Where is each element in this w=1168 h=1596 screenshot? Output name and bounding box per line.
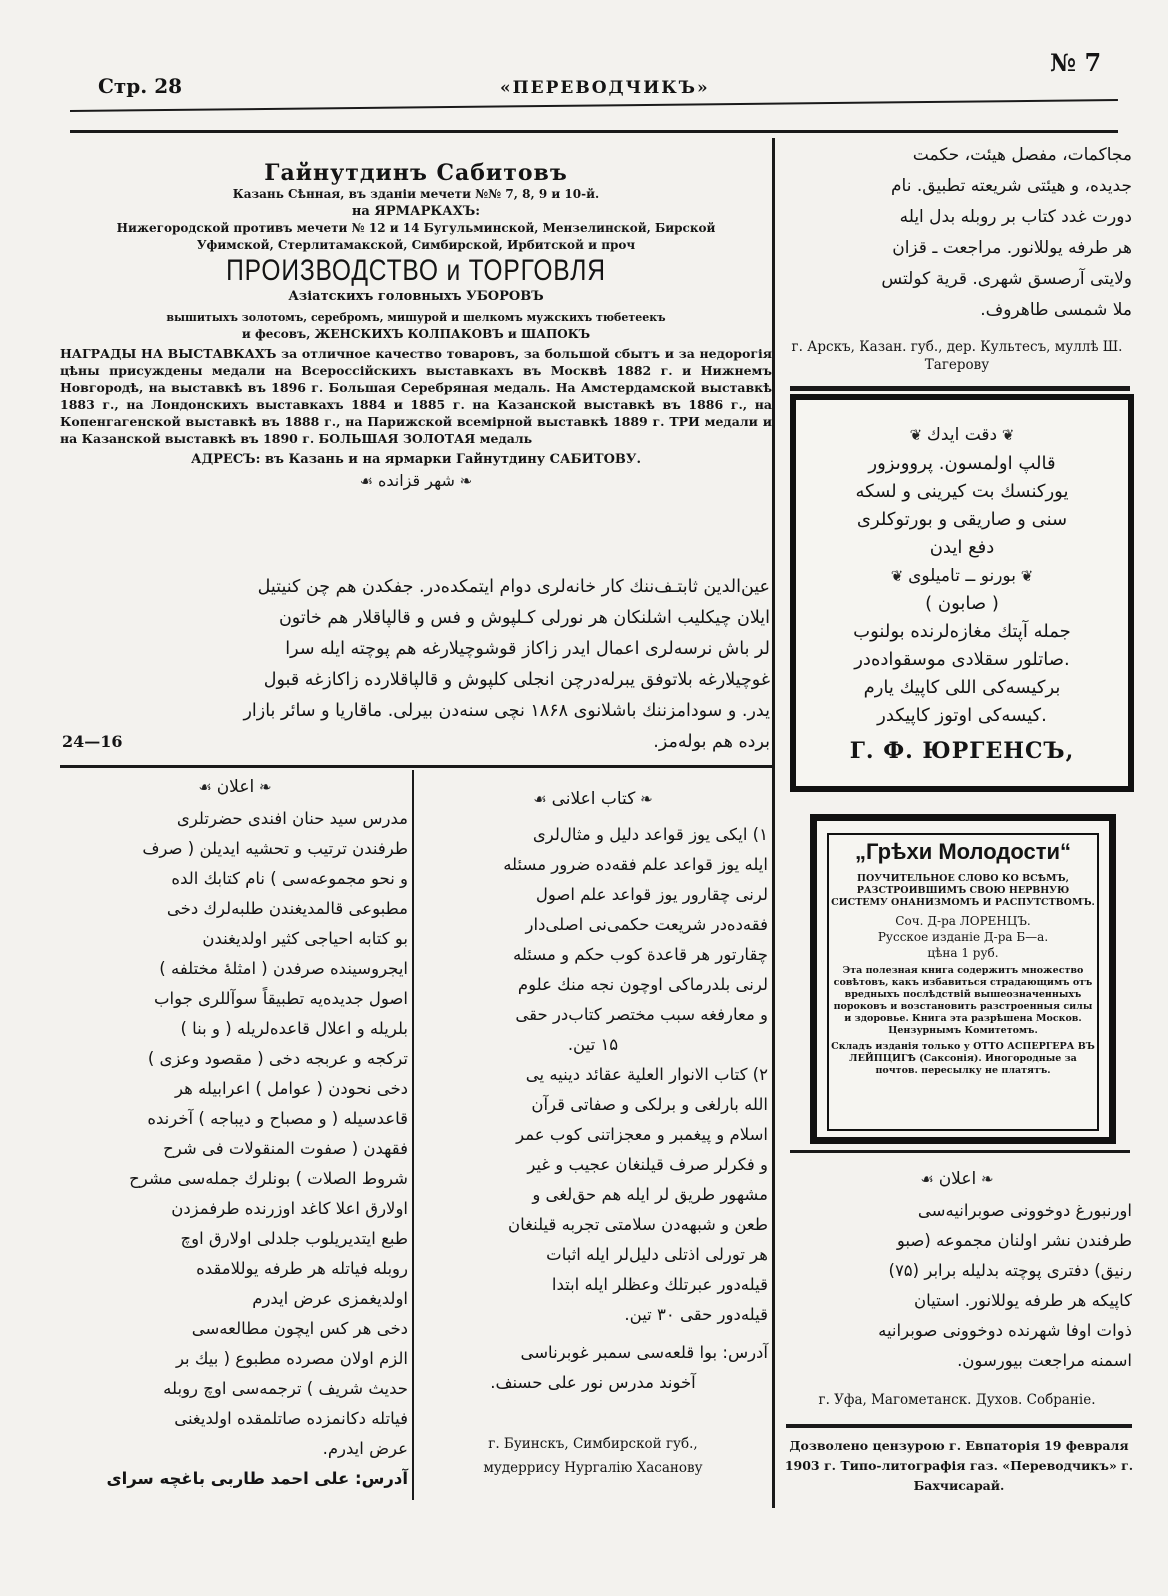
text-line: صاتلور سقلادى موسقواده‌در. [854,649,1070,670]
ornament-icon: ❦ [1015,567,1034,585]
text-line: مدرس سيد حنان افندى حضرتلرى [176,809,408,828]
text-line: ايلان چيكليب اشلنكان هر نورلى كـلپوش و فس و قالپاقلار هم خاتون [278,608,770,628]
ornament-icon: ❦ [909,426,927,444]
text-line: فقه‌ده‌در شريعت حكمى‌نى اصلى‌دار [525,915,768,934]
newspaper-title: «ПЕРЕВОДЧИКЪ» [500,78,710,98]
elan-left-address: آدرس: على احمد طاربى باغچه سراى [106,1469,408,1488]
ad-line: Казань Сѣнная, въ зданіи мечети №№ 7, 8, 9 и 10-й. [232,187,600,201]
text-line: قاعدسيله ( و مصباح و ديباجه ) آخرنده [147,1109,408,1128]
text-line: مشهور طريق لر ايله هم حق‌لغى و [532,1185,768,1204]
text-line: و نحو مجموعه‌سى ) نام كتابك الده [171,869,408,888]
product-subtitle: ( صابون ) [925,593,999,614]
text-line: كاپيكه هر طرفه يوللانور. استيان [914,1291,1132,1310]
ad-line: Азіатскихъ головныхъ УБОРОВЪ [288,289,544,304]
ufa-title [782,1166,1132,1192]
text-line: روبله فياتله هر طرفه يوللامقده [196,1259,408,1278]
text-line: ايله يوز قواعد علم فقه‌ده ضرور مسئله [503,855,768,874]
ufa-body [782,1196,1132,1376]
ornament-icon: ☙ [920,1170,939,1188]
ornament-icon: ❦ [890,567,909,585]
text-line: چقارتور هر قاعدة كوب حكم و مسئله [513,945,768,964]
text-line: فياتله دكانمزده صاتلمقده اولديغنى [174,1409,408,1428]
ornament-icon: ❧ [635,790,653,808]
text-line: ايجرو‌سينده صرفدن ( امثلهٔ مختلفه ) [159,959,408,978]
page-number: Стр. 28 [98,74,183,98]
text-line: دورت غدد كتاب بر روبله بدل ايله [899,207,1132,227]
section-heading [60,468,772,494]
text-line: مجاكمات، مفصل هيئت، حكمت [912,145,1132,165]
text-line: اولارق اعلا كاغد اوزرنده طرفمزدن [171,1199,408,1218]
ad-code: 24—16 [62,732,123,751]
issue-number: № 7 [1050,48,1102,77]
ad-line: Нижегородской противъ мечети № 12 и 14 Бугульминской, Мензелинской, Бирской [116,221,716,235]
kitab-title [416,786,770,812]
text-line: اولديغمزى عرض ايدرم [252,1289,408,1308]
text-line: بركيسه‌كى اللى كاپيك يارم [863,677,1061,698]
ad-line: и фесовъ, ЖЕНСКИХЪ КОЛПАКОВЪ и ШАПОКЪ [241,327,591,341]
jurgens-ad-box [790,394,1134,792]
text-line: ۲) كتاب الانوار العلية عقائد دينيه يى [525,1065,768,1084]
ad-heading: ПРОИЗВОДСТВО и ТОРГОВЛЯ [226,254,606,287]
text-line: г. Буинскъ, Симбирской губ., [488,1436,698,1452]
text-line: الزم اولان مصرده مطبوع ( بيك بر [175,1349,408,1368]
header-rule [70,130,1118,133]
book-title: „Грѣхи Молодости“ [854,839,1072,864]
text-line: لرنى بلدرماكى اوچون نجه منك علوم [517,975,768,994]
text-line: قيله‌دور عبرتلك وعظلر ايله ابتدا [551,1275,768,1294]
text-line: غوچيلارغه بلاتوفق يبرله‌درچن انجلى كلپوش و قالپاقلارده زاكازغه قبول [263,670,770,690]
text-line: سنى و صاريقى و بورتوكلرى [856,509,1068,530]
text-line: هر طرفه يوللانور. مراجعت ـ قزان [892,238,1132,258]
ad-line: Уфимской, Стерлитамакской, Симбирской, Ирбитской и проч [196,238,636,252]
ornament-icon: ☙ [533,790,552,808]
text-line: ذوات اوفا شهرنده دوخوونى صوبرانيه [878,1321,1132,1340]
text-line: мудеррису Нургалію Хасанову [483,1460,703,1476]
jurgens-title-text: دقت ايدك [926,425,998,445]
ufa-address: г. Уфа, Магометанск. Духов. Собраніе. [818,1392,1096,1408]
text-line: لر باش نرسه‌لرى اعمال ايدر زاكاز قوشوچيلارغه هم پوچته ايله سرا [285,639,770,659]
kitab-address: آدرس: بوا قلعه‌سى سمبر غوبرناسى [520,1343,768,1362]
book-subtitle: ПОУЧИТЕЛЬНОЕ СЛОВО КО ВСѢМЪ, РАЗСТРОИВШИМЪ СВОЮ НЕРВНУЮ СИСТЕМУ ОНАНИЗМОМЪ И РАСПУТСТВОМЪ. [831,873,1095,908]
product-name-text: بورنو ــ تاميلوى [908,566,1016,586]
text-line: يوركنسك بت كيرينى و لسكه [855,481,1069,502]
text-line: و معارفغه سبب مختصر كتاب‌در حقى [515,1005,768,1024]
merchant-name: Гайнутдинъ Сабитовъ [264,160,568,186]
text-line: بو كتابه احياجى كثير اولديغندن [202,929,408,948]
section-heading-text: شهر قزانده [378,471,455,490]
grehi-content [831,837,1095,1077]
section-rule [790,1150,1130,1153]
book-description: Эта полезная книга содержитъ множество совѣтовъ, какъ избавиться страдающимъ отъ вредныхъ послѣдствій вышеозначенныхъ пороковъ и возстановить разстроенныя силы и здоровье. Книга эта разрѣшена Москов. Цензурнымъ Комитетомъ. [833,965,1093,1036]
kitab-body [418,820,768,1398]
text-line: يدر. و سودامزننك باشلانوى ۱۸۶۸ نچى سنه‌دن بيرلى. ماقاريا و سائر بازار [243,701,770,721]
text-line: مطبوعى قالمديغندن طلبه‌لرك دخى [166,899,408,918]
elan-left-title [60,774,410,800]
text-line: كيسه‌كى اوتوز كاپيكدر. [877,705,1047,726]
ufa-title-text: اعلان [938,1169,977,1189]
book-price: цѣна 1 руб. [927,946,999,960]
kitab-address: آخوند مدرس نور على حسنف. [490,1373,696,1392]
book-store: Складъ изданія только у ОТТО АСПЕРГЕРА ВЪ ЛЕЙПЦИГѢ (Саксонія). Иногородные за почтов. пересылку не платятъ. [831,1041,1095,1076]
text-line: اسمنه مراجعت بيورسون. [957,1351,1132,1370]
text-line: ولايتى آرصسق شهرى. قرية كولتس [881,269,1132,289]
ornament-icon: ❧ [976,1170,994,1188]
jurgens-title [796,422,1128,448]
ornament-icon: ☙ [198,778,217,796]
text-line: دفع ايدن [929,537,995,558]
grehi-ad-box [810,814,1116,1144]
book-author: Соч. Д-ра ЛОРЕНЦЪ. [895,914,1031,928]
kitab-title-text: كتاب اعلانى [551,789,636,809]
ad-line: вышитыхъ золотомъ, серебромъ, мишурой и шелкомъ мужскихъ тюбетеекъ [166,311,666,324]
ornament-icon: ❧ [454,472,473,490]
text-line: حديث شريف ) ترجمه‌سى اوچ روبله [163,1379,408,1398]
text-line: طبع ايتديريلوب جلدلى اولارق اوچ [180,1229,408,1248]
jurgens-signature: Г. Ф. ЮРГЕНСЪ, [849,738,1075,764]
product-name [806,562,1118,590]
text-line: و فكرلر صرف قيلنغان عجيب و غير [527,1155,768,1174]
text-line: لرنى چقارور يوز قواعد علم اصول [535,885,768,904]
column-divider-middle [412,770,414,1500]
text-line: عرض ايدرم. [322,1439,408,1458]
text-line: ۱) ايكى يوز قواعد دليل و مثال‌لرى [532,825,768,844]
arsk-address: г. Арскъ, Казан. губ., дер. Культесъ, муллѣ Ш. Тагерову [791,339,1123,373]
elan-left-title-text: اعلان [216,777,255,797]
section-rule [790,386,1130,391]
text-line: دخى نحودن ( عوامل ) اعرابيله هر [175,1079,408,1098]
text-line: عين‌الدين ثابتـف‌ننك كار خانه‌لرى دوام ايتمكده‌در. جفكدن هم چن كنيتيل [257,577,770,597]
book-edition: Русское изданіе Д-ра Б—а. [877,930,1049,944]
text-line: رنيق) دفترى پوچته بدليله برابر (۷۵) [888,1261,1132,1280]
section-rule [60,765,772,768]
text-line: اصول جديده‌يه تطبيقاً سوآللرى جواب [153,989,408,1008]
text-line: فقهدن ( صفوت المنقولات فى شرح [163,1139,408,1158]
header-rule-top [70,99,1118,112]
text-line: هر تورلى اذتلى دليل‌لر ايله اثبات [546,1245,768,1264]
text-line: الله بارلغى و برلكى و صفاتى قرآن [531,1095,768,1114]
arsk-ad [782,140,1132,326]
text-line: ملا شمسى طاهروف. [980,300,1132,320]
ad-address: АДРЕСЪ: въ Казань и на ярмарки Гайнутдину САБИТОВУ. [191,452,641,467]
column-divider-right [772,138,775,1508]
text-line: تركجه و عربجه دخى ( مقصود وعزى ) [147,1049,408,1068]
text-line: برده هم بوله‌مز. [653,732,770,752]
ornament-icon: ❧ [254,778,272,796]
ornament-icon: ❦ [997,426,1015,444]
text-line: اورنبورغ دوخوونى صوبرانيه‌سى [917,1201,1132,1220]
text-line: اسلام و پيغمبر و معجزاتنى كوب عمر [516,1125,768,1144]
sabitov-ad [60,160,772,494]
text-line: جمله آپتك مغازه‌لرنده بولنوب [853,621,1071,642]
text-line: شروط الصلات ) بونلرك جمله‌سى مشرح [129,1169,408,1188]
text-line: قيله‌دور حقى ۳۰ تين. [624,1305,768,1324]
kitab-russian-address [418,1432,768,1480]
text-line: بلريله و اعلال قاعده‌لريله ( و بنا ) [180,1019,408,1038]
section-rule [786,1424,1132,1428]
ad-line: на ЯРМАРКАХЪ: [351,204,481,219]
sabitov-arabic-body [62,572,770,758]
jurgens-body [806,450,1118,730]
text-line: جديده، و هيئتى شريعته تطبيق. نام [891,176,1132,196]
elan-left-body [58,804,408,1494]
text-line: قالپ اولمسون. پرووىزور [868,453,1056,474]
text-line: دخى هر كس ايچون مطالعه‌سى [191,1319,408,1338]
ornament-icon: ☙ [359,472,378,490]
text-line: طعن و شبهه‌دن سلامتى تجربه قيلنغان [507,1215,768,1234]
censor-note: Дозволено цензурою г. Евпаторія 19 февраля 1903 г. Типо-литографія газ. «Переводчикъ» г. Бахчисарай. [784,1438,1134,1493]
text-line: ۱۵ تين. [567,1035,619,1054]
text-line: طرفندن نشر اولنان مجموعه (صبو [896,1231,1132,1250]
awards-text: НАГРАДЫ НА ВЫСТАВКАХЪ за отличное качество товаровъ, за большой сбытъ и за недорогія цѣны присуждены медали на Всероссійскихъ выставкахъ въ Москвѣ 1882 г. и Нижнемъ Новгородѣ, на выставкѣ въ 1896 г. Большая Серебряная медаль. На Амстердамской выставкѣ 1883 г., на Лондонскихъ выставкахъ 1884 и 1885 г. на Казанской выставкѣ въ 1886 г., на Копенгагенской выставкѣ въ 1888 г., на Парижской всемірной выставкѣ 1889 г. ТРИ медали и на Казанской выставкѣ въ 1890 г. БОЛЬШАЯ ЗОЛОТАЯ медаль [60,346,772,446]
text-line: طرفندن ترتيب و تحشيه ايديلن ( صرف [142,839,408,858]
